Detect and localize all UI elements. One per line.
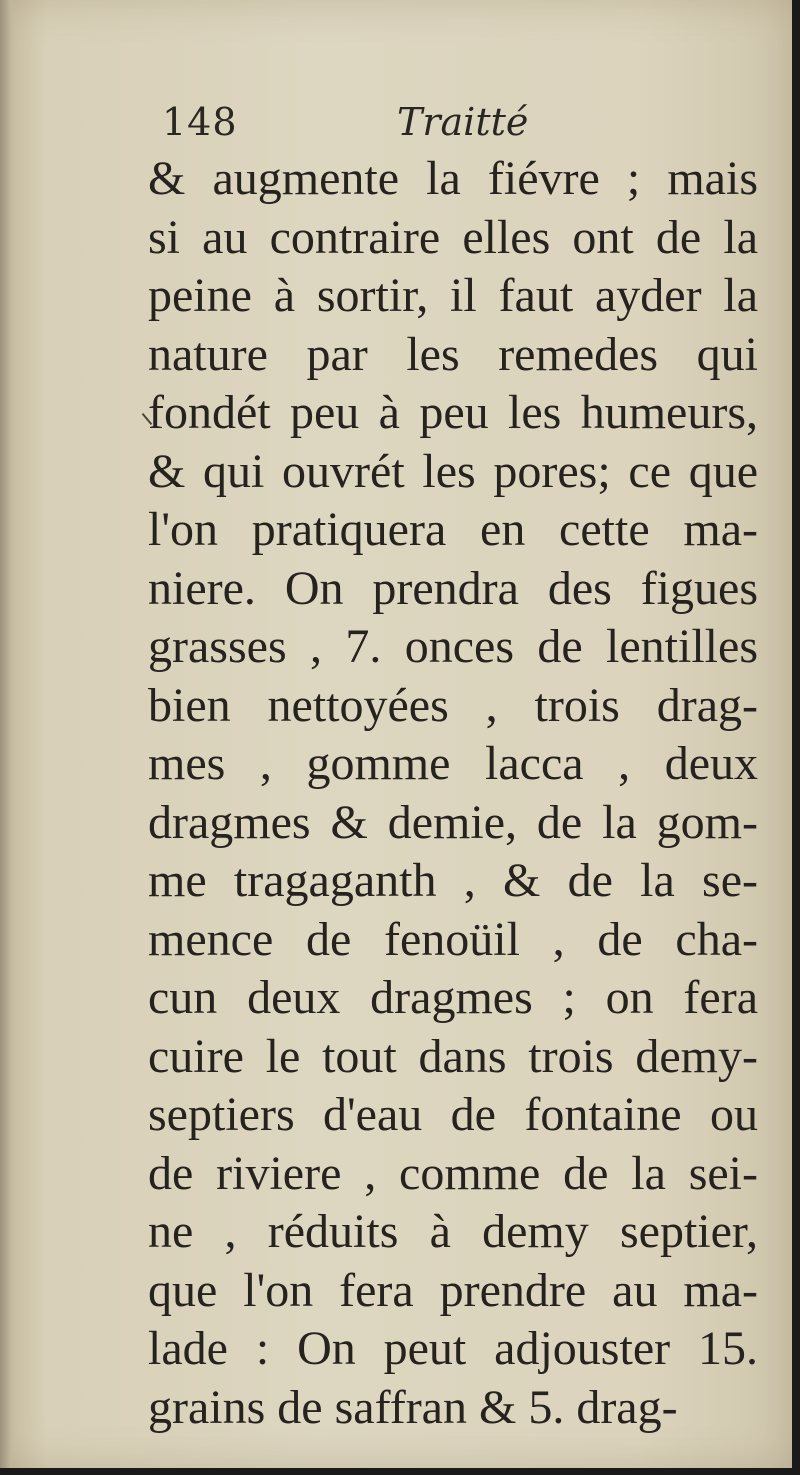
text-line: nature par les remedes qui [148,327,758,381]
text-line: & qui ouvrét les pores; ce que [148,444,758,498]
text-line: de riviere , comme de la sei- [148,1146,758,1200]
text-line: bien nettoyées , trois drag- [148,678,758,732]
text-line: cuire le tout dans trois demy- [148,1029,758,1083]
text-line: grasses , 7. onces de lentilles [148,620,758,673]
text-line: niere. On prendra des figues [148,561,758,615]
text-line: me tragaganth , & de la se- [148,854,758,907]
text-line: ne , réduits à demy septier, [148,1205,758,1258]
page-header [162,100,722,152]
text-line: mes , gomme lacca , deux [148,737,758,790]
text-line: & augmente la fiévre ; mais [148,152,758,205]
text-line: grains de saffran & 5. drag- [148,1380,678,1434]
text-body [148,150,758,1437]
text-line: dragmes & demie, de la gom- [148,795,758,849]
text-line: cun deux dragmes ; on fera [148,971,758,1024]
text-line: fondét peu à peu les humeurs, [148,386,758,439]
page-number: 148 [162,100,238,144]
text-line: mence de fenoüil , de cha- [148,912,758,966]
page-gutter [0,0,12,1468]
text-line: l'on pratiquera en cette ma- [148,503,758,556]
running-title: Traitté [397,100,529,144]
text-line: que l'on fera prendre au ma- [148,1263,758,1317]
text-line: peine à sortir, il faut ayder la [148,269,758,322]
text-line: si au contraire elles ont de la [148,210,758,264]
text-line: lade : On peut adjouster 15. [148,1322,758,1375]
text-line: septiers d'eau de fontaine ou [148,1088,758,1141]
